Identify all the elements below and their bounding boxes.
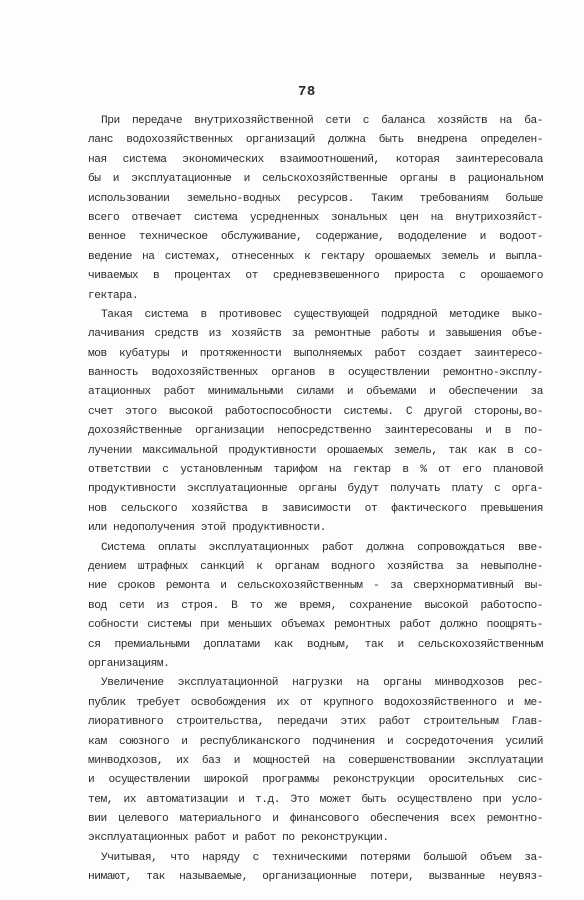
text-line: публик требует освобождения их от крупного водохозяйственного и ме- <box>88 696 543 709</box>
text-line: гектара. <box>88 289 139 302</box>
text-line: организациям. <box>88 657 170 670</box>
text-line: Увеличение эксплуатационной нагрузки на органы минводхозов рес- <box>101 677 543 690</box>
text-line: ние сроков ремонта и сельскохозяйственным - за сверхнормативный вы- <box>88 580 543 593</box>
text-line: и осуществлении широкой программы реконструкции оросительных сис- <box>88 774 543 787</box>
text-line: тем, их автоматизации и т.д. Это может быть осуществлено при усло- <box>88 793 543 806</box>
text-line: или недополучения этой продуктивности. <box>88 522 327 535</box>
text-line: дением штрафных санкций к органам водного хозяйства за невыполне- <box>88 560 543 573</box>
text-line: При передаче внутрихозяйственной сети с баланса хозяйств на ба- <box>101 115 543 127</box>
text-line: лиоративного строительства, передачи этих работ строительным Глав- <box>88 716 543 729</box>
text-line: Система оплаты эксплуатационных работ должна сопровождаться вве- <box>101 541 543 554</box>
text-line: минводхозов, их баз и мощностей на совершенствовании эксплуатации <box>88 754 543 767</box>
text-line: ся премиальными доплатами как водным, так и сельскохозяйственным <box>88 638 543 651</box>
text-line: чиваемых в процентах от средневзвешенного прироста с орошаемого <box>88 270 543 283</box>
text-line: использовании земельно-водных ресурсов. Таким требованиям больше <box>88 192 543 205</box>
text-line: ванность водохозяйственных органов в осуществлении ремонтно-эксплу- <box>88 367 543 380</box>
text-line: продуктивности эксплуатационные органы будут получать плату с орга- <box>88 483 543 496</box>
page-number: 78 <box>298 84 316 100</box>
text-line: Такая система в противовес существующей подрядной методике выко- <box>101 308 543 321</box>
body-text <box>88 112 543 888</box>
text-line: венное техническое обслуживание, содержание, вододеление и водоот- <box>88 231 543 244</box>
text-line: счет этого высокой работоспособности системы. С другой стороны,во- <box>88 405 543 418</box>
text-line: Учитывая, что наряду с техническими потерями большой объем за- <box>101 851 543 864</box>
text-line: бы и эксплуатационные и сельскохозяйственные органы в рациональном <box>88 173 543 186</box>
text-line: ответствии с установленным тарифом на гектар в % от его плановой <box>88 464 543 477</box>
text-line: ланс водохозяйственных организаций должна быть внедрена определен- <box>88 134 543 147</box>
text-line: нимают, так называемые, организационные потери, вызванные неувяз- <box>88 871 543 884</box>
text-line: ведение на системах, отнесенных к гектару орошаемых земель и выпла- <box>88 250 543 263</box>
text-line: атационных работ минимальными силами и объемами и обеспечении за <box>88 386 543 399</box>
text-line: мов кубатуры и протяженности выполняемых работ создает заинтересо- <box>88 347 543 360</box>
text-line: лучении максимальной продуктивности орошаемых земель, так как в со- <box>88 444 543 457</box>
text-line: нов сельского хозяйства в зависимости от фактического превышения <box>88 502 543 515</box>
text-line: лачивания средств из хозяйств за ремонтные работы и завышения объе- <box>88 328 543 341</box>
text-line: ная система экономических взаимоотношений, которая заинтересовала <box>88 153 543 166</box>
text-line: дохозяйственные организации непосредственно заинтересованы и в по- <box>88 425 543 438</box>
text-line: вод сети из строя. В то же время, сохранение высокой работоспо- <box>88 599 543 612</box>
text-line: всего отвечает система усредненных зональных цен на внутрихозяйст- <box>88 211 543 224</box>
text-line: вии целевого материального и финансового обеспечения всех ремонтно- <box>88 813 543 826</box>
text-line: собности системы при меньших объемах ремонтных работ должно поощрять- <box>88 619 543 632</box>
text-line: кам союзного и республиканского подчинения и сосредоточения усилий <box>88 735 543 748</box>
text-line: эксплуатационных работ и работ по реконструкции. <box>88 832 389 845</box>
